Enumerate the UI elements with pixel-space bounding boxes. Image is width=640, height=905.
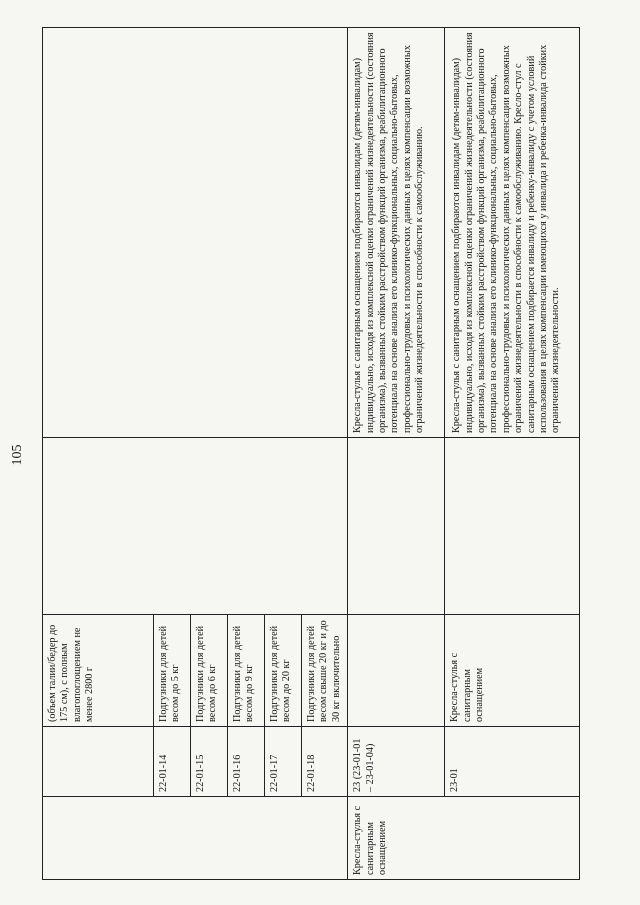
code-cell: 22-01-18 <box>302 727 348 797</box>
code-cell: 22-01-17 <box>265 727 302 797</box>
empty-cell <box>348 438 445 615</box>
code-cell: 23 (23-01-01 – 23-01-04) <box>348 727 445 797</box>
name-cell: Подгузники для детей весом до 20 кг <box>265 615 302 727</box>
requirements-cell <box>43 28 348 438</box>
page-number: 105 <box>10 444 25 466</box>
group-cell <box>43 797 348 880</box>
table-row <box>43 28 154 880</box>
name-cell: Подгузники для детей весом до 6 кг <box>191 615 228 727</box>
name-cell: (объем талии/бедер до 175 см), с полным влагопоглощением не менее 2800 г <box>43 615 154 727</box>
code-cell: 23-01 <box>445 727 580 797</box>
name-cell <box>348 615 445 727</box>
empty-cell <box>445 438 580 615</box>
group-cell: Кресла-стулья с санитарным оснащением <box>348 797 580 880</box>
requirements-cell: Кресла-стулья с санитарным оснащением подбираются инвалидам (детям-инвалидам) индивидуально, исходя из комплексной оценки ограничений жизнедеятельности (состояния организма), вызванных стойким расстройством функций организма, реабилитационного потенциала на основе анализа его клинико-функциональных, социально-бытовых, профессионально-трудовых и психологических данных в целях компенсации возможных ограничений жизнедеятельности в способности к самообслуживанию. <box>348 28 445 438</box>
code-cell: 22-01-14 <box>154 727 191 797</box>
table-row <box>445 28 580 880</box>
name-cell: Кресла-стулья с санитарным оснащением <box>445 615 580 727</box>
name-cell: Подгузники для детей весом до 5 кг <box>154 615 191 727</box>
requirements-cell: Кресла-стулья с санитарным оснащением подбираются инвалидам (детям-инвалидам) индивидуально, исходя из комплексной оценки ограничений жизнедеятельности (состояния организма), вызванных стойким расстройством функций организма, реабилитационного потенциала на основе анализа его клинико-функциональных, социально-бытовых, профессионально-трудовых и психологических данных в целях компенсации возможных ограничений жизнедеятельности в способности к самообслуживанию. Кресло-стул с санитарным оснащением подбирается инвалиду и ребенку-инвалиду с учетом условий использования в целях компенсации имеющихся у инвалида и ребенка-инвалида стойких ограничений жизнедеятельности. <box>445 28 580 438</box>
code-cell: 22-01-15 <box>191 727 228 797</box>
rehab-means-table <box>42 27 580 880</box>
empty-cell <box>43 438 348 615</box>
name-cell: Подгузники для детей весом свыше 20 кг и до 30 кг включительно <box>302 615 348 727</box>
code-cell <box>43 727 154 797</box>
name-cell: Подгузники для детей весом до 9 кг <box>228 615 265 727</box>
code-cell: 22-01-16 <box>228 727 265 797</box>
table-row <box>348 28 445 880</box>
